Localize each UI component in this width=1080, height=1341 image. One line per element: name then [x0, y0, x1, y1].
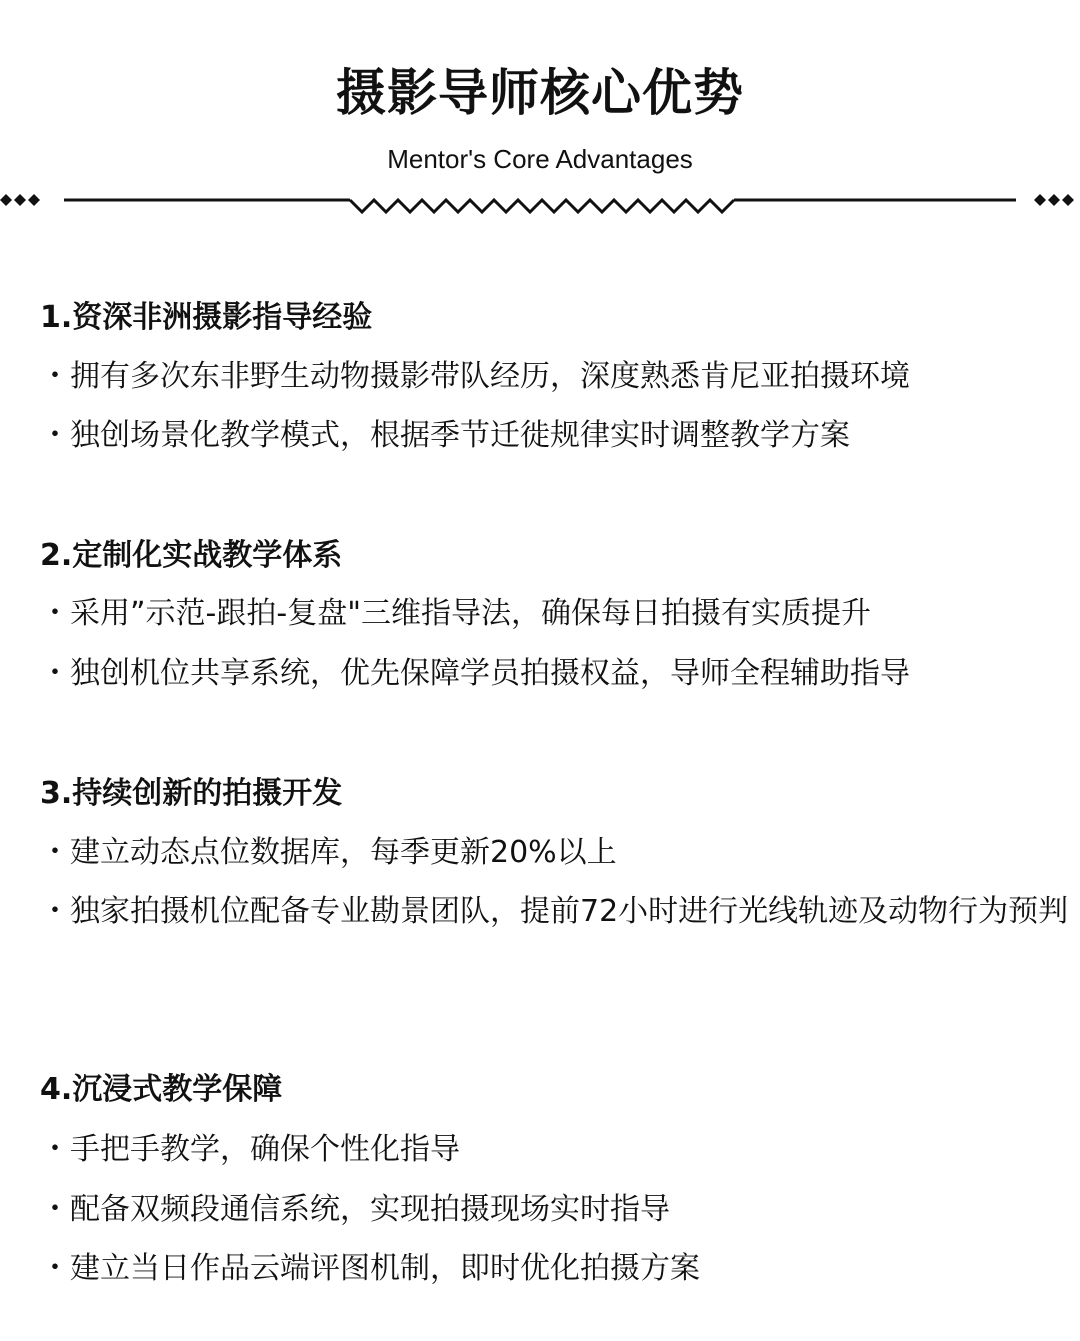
section-3-item-1: ・建立动态点位数据库，每季更新20%以上: [40, 835, 617, 870]
section-4-item-3: ・建立当日作品云端评图机制，即时优化拍摄方案: [40, 1251, 700, 1286]
section-2-item-2: ・独创机位共享系统，优先保障学员拍摄权益，导师全程辅助指导: [40, 656, 910, 691]
section-4-title: 4.沉浸式教学保障: [40, 1072, 283, 1107]
section-1-title: 1.资深非洲摄影指导经验: [40, 300, 373, 335]
section-2-title: 2.定制化实战教学体系: [40, 538, 343, 573]
left-diamonds-icon: [0, 194, 40, 206]
section-3-item-2: ・独家拍摄机位配备专业勘景团队，提前72小时进行光线轨迹及动物行为预判: [40, 894, 1069, 929]
section-1-item-2: ・独创场景化教学模式，根据季节迁徙规律实时调整教学方案: [40, 418, 850, 453]
section-4-item-1: ・手把手教学，确保个性化指导: [40, 1132, 460, 1167]
page-subtitle: Mentor's Core Advantages: [387, 144, 693, 174]
ornamental-divider: [0, 180, 1080, 220]
right-diamonds-icon: [1034, 194, 1074, 206]
section-4-item-2: ・配备双频段通信系统，实现拍摄现场实时指导: [40, 1192, 670, 1227]
page-title: 摄影导师核心优势: [336, 64, 744, 122]
section-1-item-1: ・拥有多次东非野生动物摄影带队经历，深度熟悉肯尼亚拍摄环境: [40, 359, 910, 394]
zigzag-line: [64, 200, 1016, 212]
section-3-title: 3.持续创新的拍摄开发: [40, 776, 343, 811]
section-2-item-1: ・采用”示范-跟拍-复盘"三维指导法，确保每日拍摄有实质提升: [40, 596, 871, 631]
